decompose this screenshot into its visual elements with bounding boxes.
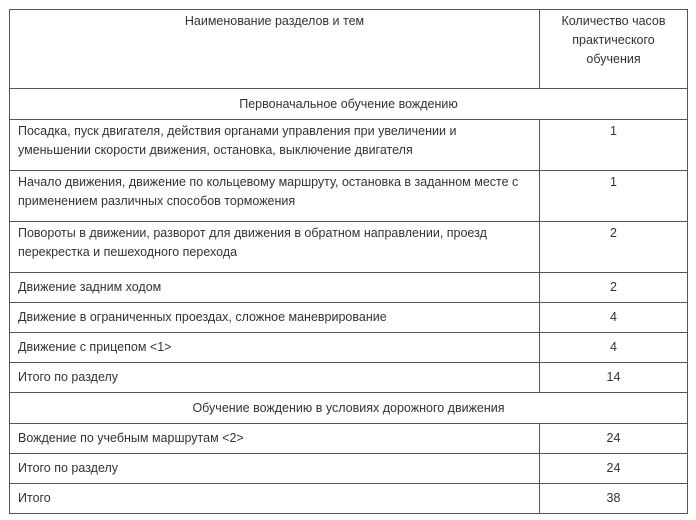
section-header-row [10,89,688,120]
table-row [10,303,688,333]
subtotal-hours: 14 [540,363,688,393]
table-row [10,222,688,273]
topic-hours: 1 [540,120,688,171]
header-name-cell: Наименование разделов и тем [10,10,540,89]
hours-table [9,9,688,514]
section-header-row [10,393,688,424]
subtotal-label: Итого по разделу [10,363,540,393]
total-hours: 38 [540,484,688,514]
topic-name: Движение с прицепом <1> [10,333,540,363]
topic-hours: 4 [540,333,688,363]
subtotal-label: Итого по разделу [10,454,540,484]
table-row [10,424,688,454]
header-hours-cell: Количество часов практического обучения [540,10,688,89]
topic-hours: 1 [540,171,688,222]
total-row [10,484,688,514]
topic-name: Движение в ограниченных проездах, сложное маневрирование [10,303,540,333]
topic-name: Вождение по учебным маршрутам <2> [10,424,540,454]
topic-hours: 4 [540,303,688,333]
table-row [10,273,688,303]
table-row [10,171,688,222]
topic-hours: 2 [540,222,688,273]
section-title: Обучение вождению в условиях дорожного движения [10,393,688,424]
section-title: Первоначальное обучение вождению [10,89,688,120]
subtotal-hours: 24 [540,454,688,484]
table-row [10,120,688,171]
total-label: Итого [10,484,540,514]
table-header-row [10,10,688,89]
topic-hours: 24 [540,424,688,454]
topic-hours: 2 [540,273,688,303]
topic-name: Посадка, пуск двигателя, действия органами управления при увеличении и уменьшении скорости движения, остановка, выключение двигателя [10,120,540,171]
topic-name: Повороты в движении, разворот для движения в обратном направлении, проезд перекрестка и пешеходного перехода [10,222,540,273]
subtotal-row [10,454,688,484]
table-row [10,333,688,363]
subtotal-row [10,363,688,393]
topic-name: Начало движения, движение по кольцевому маршруту, остановка в заданном месте с применением различных способов торможения [10,171,540,222]
topic-name: Движение задним ходом [10,273,540,303]
